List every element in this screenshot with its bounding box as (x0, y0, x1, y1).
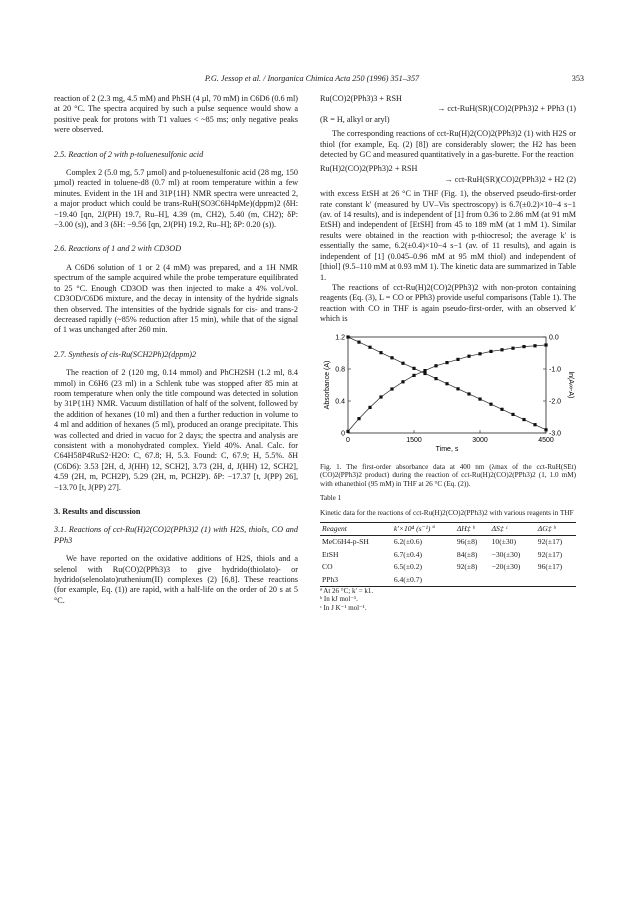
data-point (434, 364, 437, 367)
table-header-cell: ΔS‡ ᶜ (491, 523, 508, 533)
data-point (489, 349, 492, 352)
data-point (434, 377, 437, 380)
data-point (489, 402, 492, 405)
table-1-title: Table 1 (320, 494, 342, 503)
data-point (445, 361, 448, 364)
data-point (346, 429, 349, 432)
table-header-cell: Reagent (322, 523, 347, 533)
right-paragraph-3: The reactions of cct-Ru(H)2(CO)2(PPh3)2 with non-proton containing reagents (Eq. (3), L = CO or PPh3) provide useful comparisons (Table 1). The reaction with CO in THF is again pseudo-first-order, with an observed k′ which is (320, 282, 576, 324)
figure-1-chart (320, 331, 576, 461)
section-3-1-paragraph: We have reported on the oxidative additions of H2S, thiols and a selenol with Ru(CO)2(PPh3)3 to give hydrido(thiolato)- or hydrido(selenolato)ruthenium(II) complexes (2) [6,8]. These reactions (for example, Eq. (1)) are rapid, with a half-life on the order of 20 s at 5 °C. (54, 554, 298, 605)
figure-1-caption: Fig. 1. The first-order absorbance data at 400 nm (λmax of the cct-RuH(SEt)(CO)2(PPh3)2 product) during the reaction of cct-Ru(H)2(CO)2(PPh3)2 (1, 1.0 mM) with ethanethiol (95 mM) in THF at 26 °C (Eq. (2)). (320, 462, 576, 488)
intro-paragraph: reaction of 2 (2.3 mg, 4.5 mM) and PhSH (4 µl, 70 mM) in C6D6 (0.6 ml) at 20 °C. The spectra acquired by such a pulse sequence would show a positive peak for protons with T1 values < ~85 ms; only negative peaks were observed. (54, 94, 298, 135)
data-point (500, 407, 503, 410)
x-axis-label: Time, s (435, 445, 459, 453)
table-header-row (320, 522, 576, 535)
table-cell: −30(±30) (491, 549, 521, 559)
y-left-tick-label: 1.2 (335, 334, 345, 342)
table-footnote: ª At 26 °C; k′ = k1. (320, 586, 374, 595)
y-left-tick-label: 0.8 (335, 366, 345, 374)
table-cell: 6.5(±0.2) (393, 562, 423, 572)
table-cell: MeC6H4-p-SH (322, 537, 369, 547)
data-point (522, 417, 525, 420)
table-cell: 6.2(±0.6) (393, 537, 423, 547)
data-point (456, 357, 459, 360)
data-point (445, 382, 448, 385)
data-point (478, 397, 481, 400)
data-point (467, 354, 470, 357)
data-point (379, 351, 382, 354)
table-cell: 92(±17) (537, 537, 563, 547)
figure-1 (320, 331, 576, 461)
data-point (511, 412, 514, 415)
data-point (390, 387, 393, 390)
table-row (320, 549, 576, 561)
equation-1-left: Ru(CO)2(PPh3)3 + RSH (320, 94, 402, 103)
running-header (40, 74, 584, 88)
data-point (401, 361, 404, 364)
data-point (533, 344, 536, 347)
data-point (401, 380, 404, 383)
table-cell: EtSH (322, 549, 339, 559)
y-right-tick-label: -2.0 (549, 398, 562, 406)
x-tick-label: 1500 (406, 436, 422, 444)
section-3-1-title: 3.1. Reactions of cct-Ru(H)2(CO)2(PPh3)2 (1) with H2S, thiols, CO and PPh3 (54, 525, 298, 545)
data-point (423, 371, 426, 374)
section-2-6-title: 2.6. Reactions of 1 and 2 with CD3OD (54, 244, 182, 254)
data-point (346, 335, 349, 338)
table-cell: 10(±30) (491, 537, 517, 547)
data-point (478, 352, 481, 355)
table-row (320, 536, 576, 549)
x-tick-label: 4500 (538, 436, 554, 444)
table-cell: 92(±17) (537, 549, 563, 559)
data-point (544, 343, 547, 346)
equation-1-note: (R = H, alkyl or aryl) (320, 114, 390, 124)
right-column (320, 94, 576, 612)
data-point (522, 345, 525, 348)
y-left-axis-label: Absorbance (A) (324, 360, 331, 409)
table-1-subtitle: Kinetic data for the reactions of cct-Ru(H)2(CO)2(PPh3)2 with various reagents in THF (320, 509, 574, 518)
data-point (456, 387, 459, 390)
data-point (390, 356, 393, 359)
table-header-cell: k′×10⁴ (s⁻¹) ª (393, 523, 435, 533)
data-point (412, 366, 415, 369)
table-header-cell: ΔG‡ ᵇ (537, 523, 556, 533)
section-2-5-paragraph: Complex 2 (5.0 mg, 5.7 µmol) and p-toluenesulfonic acid (28 mg, 150 µmol) reacted in toluene-d8 (0.7 ml) at room temperature within a few minutes. Evident in the 1H and 31P{1H} NMR spectra were unreacted 2, a major product which could be trans-RuH(SO3C6H4pMe)(dppm)2 (δH: −19.40 [qn, 2J(PH) 19.7, Ru–H], 4.39 (m, CH2), 5.40 (m, CH2); δP: −3.00 (s)), and 3 (δH: −9.56 [qn, 2J(PH) 19.2, Ru–H]; δP: 0.20 (s)). (54, 168, 298, 230)
table-footnote: ᶜ In J K⁻¹ mol⁻¹. (320, 603, 367, 612)
data-point (423, 369, 426, 372)
section-2-7-title: 2.7. Synthesis of cis-Ru(SCH2Ph)2(dppm)2 (54, 349, 197, 359)
table-cell (455, 574, 490, 587)
data-point (368, 405, 371, 408)
y-right-tick-label: 0.0 (549, 334, 559, 342)
x-tick-label: 0 (346, 436, 350, 444)
table-header-cell: ΔH‡ ᵇ (456, 523, 475, 533)
running-title: P.G. Jessop et al. / Inorganica Chimica Acta 250 (1996) 351–357 (204, 74, 420, 83)
left-column (54, 94, 298, 606)
y-left-tick-label: 0 (341, 430, 345, 438)
data-point (500, 348, 503, 351)
data-point (412, 373, 415, 376)
page-number: 353 (571, 74, 584, 83)
data-point (368, 345, 371, 348)
table-cell: PPh3 (322, 574, 339, 584)
equation-2-right: → cct-RuH(SR)(CO)2(PPh3)2 + H2 (2) (444, 174, 576, 184)
section-2-6-paragraph: A C6D6 solution of 1 or 2 (4 mM) was prepared, and a 1H NMR spectrum of the sample acquired while the probe temperature equilibrated to 25 °C. Enough CD3OD was then injected to make a 4% vol./vol. CD3OD/C6D6 mixture, and the decay in intensity of the hydride signals then observed. The intensities of the hydride signals for cis- and trans-2 decreased rapidly (~85% reduction after 15 min), while that of the signal of 1 was unchanged after 260 min. (54, 262, 298, 335)
section-2-7-paragraph: The reaction of 2 (120 mg, 0.14 mmol) and PhCH2SH (1.2 ml, 8.4 mmol) in C6H6 (23 ml) in a Schlenk tube was stopped after 85 min at room temperature when only the title compound was detected in solution by 31P{1H} NMR. Vacuum distillation of half of the solvent, followed by the addition of hexanes (10 ml) and then a further reduction in volume to 4 ml and addition of hexanes (5 ml), produced an orange precipitate. This was collected and dried in vacuo for 2 days; the spectra and analysis are consistent with a monohydrated complex. Yield 40%. Anal. Calc. for C64H58P4RuS2·H2O: C, 67.8; H, 5.3. Found: C, 67.9; H, 5.5%. δH (C6D6): 3.53 [2H, d, J(HH) 12, SCH2], 3.73 (2H, d, J(HH) 12, SCH2], 4.59 (2H, m, PCH2P), 5.29 (2H, m, PCH2P). δP: −17.37 [t, J(PP) 26], −13.70 [t, J(PP) 27]. (54, 368, 298, 492)
right-paragraph-2: with excess EtSH at 26 °C in THF (Fig. 1), the observed pseudo-first-order rate constant k′ (measured by UV–Vis spectroscopy) is 6.7(±0.2)×10−4 s−1 (av. of 14 results), and is independent of [1] from 0.36 to 2.86 mM (at 91 mM EtSH) and independent of [EtSH] from 45 to 189 mM (at 1 mM 1). Similar results were obtained in the reaction with p-thiocresol; the average k′ is essentially the same, 6.2(±0.4)×10−4 s−1 (av. of 11 results), and again is independent of [1] (0.045–0.96 mM at 95 mM thiol) and independent of [thiol] (9.5–110 mM at 0.93 mM 1). The kinetic data are summarized in Table 1. (320, 189, 576, 282)
table-1 (320, 522, 576, 587)
table-row (320, 574, 576, 587)
equation-1-right: → cct-RuH(SR)(CO)2(PPh3)2 + PPh3 (1) (437, 104, 576, 114)
right-paragraph-1: The corresponding reactions of cct-Ru(H)2(CO)2(PPh3)2 (1) with H2S or thiol (for example, Eq. (2) [8]) are considerably slower; the H2 has been detected by GC and measured quantitatively in a gas-burette. For the reaction (320, 129, 576, 160)
data-point (467, 392, 470, 395)
equation-2-left: Ru(H)2(CO)2(PPh3)2 + RSH (320, 164, 418, 174)
data-point (544, 428, 547, 431)
data-point (533, 423, 536, 426)
section-2-5-title: 2.5. Reaction of 2 with p-toluenesulfonic acid (54, 149, 204, 159)
data-point (357, 417, 360, 420)
x-tick-label: 3000 (472, 436, 488, 444)
table-cell: 96(±17) (537, 562, 563, 572)
data-point (357, 340, 360, 343)
series-line-0 (348, 345, 546, 431)
y-right-tick-label: -1.0 (549, 366, 562, 374)
data-point (511, 346, 514, 349)
table-footnote: ᵇ In kJ mol⁻¹. (320, 595, 358, 604)
table-cell (490, 574, 536, 587)
data-point (379, 395, 382, 398)
table-cell: −20(±30) (491, 562, 521, 572)
table-cell: 96(±8) (456, 537, 478, 547)
table-row (320, 561, 576, 573)
table-cell: 84(±8) (456, 549, 478, 559)
table-cell: CO (322, 562, 333, 572)
table-cell: 92(±8) (456, 562, 478, 572)
table-cell: 6.4(±0.7) (393, 574, 423, 584)
y-left-tick-label: 0.4 (335, 398, 345, 406)
y-right-axis-label: ln(A∞-A) (567, 371, 574, 398)
table-cell: 6.7(±0.4) (393, 549, 423, 559)
section-3-title: 3. Results and discussion (54, 507, 141, 516)
y-right-tick-label: -3.0 (549, 430, 562, 438)
table-cell (536, 574, 576, 587)
